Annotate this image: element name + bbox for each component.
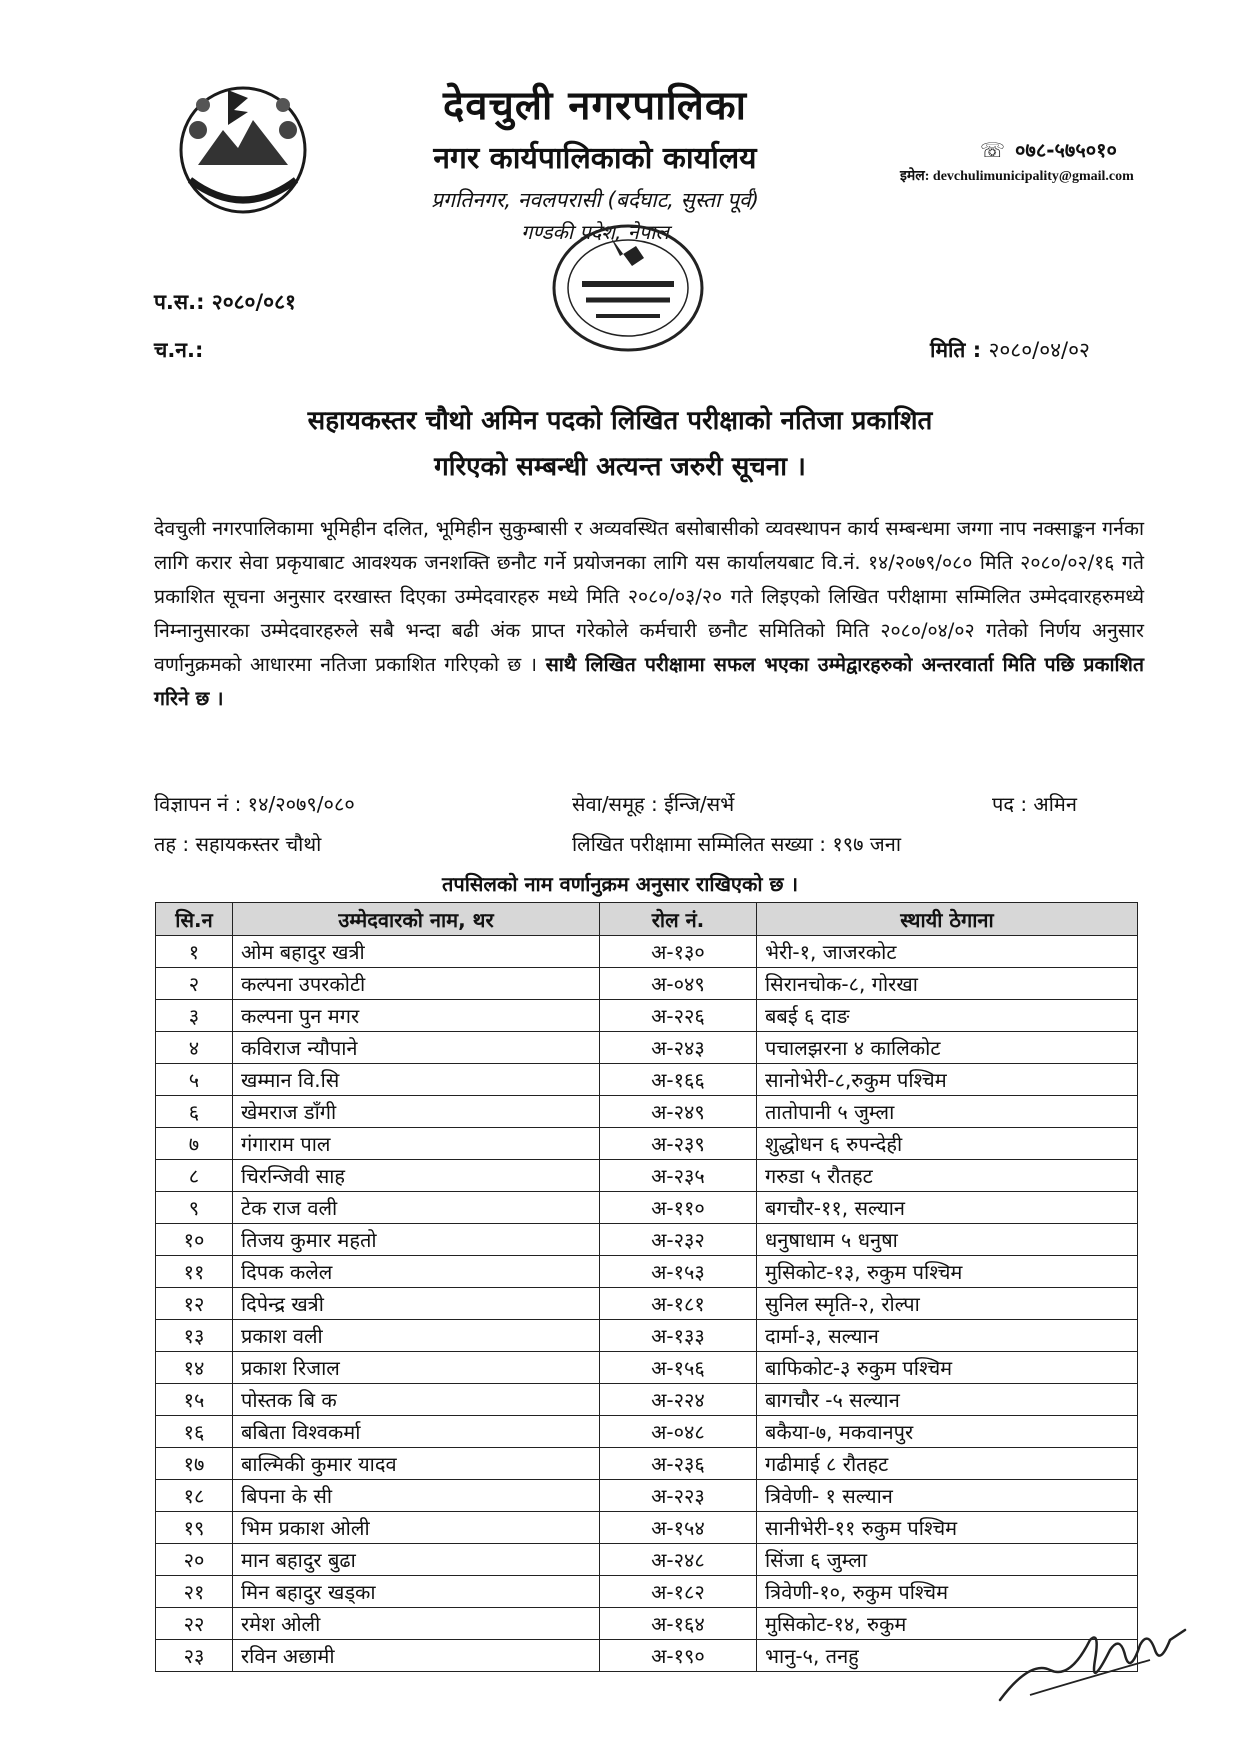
province-line: गण्डकी प्रदेश, नेपाल [521,220,669,244]
subject-line-1: सहायकस्तर चौथो अमिन पदको लिखित परीक्षाको नतिजा प्रकाशित [307,406,933,436]
row-candidate-name: प्रकाश वली [233,1320,600,1352]
row-address: त्रिवेणी- १ सल्यान [757,1480,1138,1512]
table-row [156,1224,1138,1256]
row-roll-number: अ-२२६ [600,1000,757,1032]
row-roll-number: अ-१६४ [600,1608,757,1640]
row-candidate-name: चिरन्जिवी साह [233,1160,600,1192]
row-address: मुसिकोट-१४, रुकुम [757,1608,1138,1640]
row-serial: १२ [156,1288,233,1320]
table-row [156,1544,1138,1576]
row-address: सानोभेरी-८,रुकुम पश्चिम [757,1064,1138,1096]
row-candidate-name: मान बहादुर बुढा [233,1544,600,1576]
header-address: स्थायी ठेगाना [757,903,1138,936]
row-candidate-name: पोस्तक बि क [233,1384,600,1416]
row-serial: ६ [156,1096,233,1128]
table-row [156,1064,1138,1096]
phone-line [980,136,1117,163]
row-serial: १ [156,936,233,968]
table-row [156,1416,1138,1448]
row-roll-number: अ-२२४ [600,1384,757,1416]
table-row [156,1480,1138,1512]
row-roll-number: अ-२४३ [600,1032,757,1064]
row-roll-number: अ-१६६ [600,1064,757,1096]
row-serial: १७ [156,1448,233,1480]
row-roll-number: अ-२४९ [600,1096,757,1128]
subject-line-2: गरिएको सम्बन्धी अत्यन्त जरुरी सूचना । [434,452,806,482]
table-row [156,1160,1138,1192]
service-group: सेवा/समूह : ईन्जि/सर्भे [572,792,735,816]
row-candidate-name: कविराज न्यौपाने [233,1032,600,1064]
row-serial: ५ [156,1064,233,1096]
table-row [156,1000,1138,1032]
table-row [156,1512,1138,1544]
row-serial: १९ [156,1512,233,1544]
table-row [156,1096,1138,1128]
table-header-row [156,903,1138,936]
dispatch-number: च.न.: [154,338,204,362]
row-address: भानु-५, तनहु [757,1640,1138,1672]
table-row [156,1192,1138,1224]
row-serial: ४ [156,1032,233,1064]
notice-body [154,512,1144,716]
header-roll: रोल नं. [600,903,757,936]
row-serial: १० [156,1224,233,1256]
row-serial: २१ [156,1576,233,1608]
row-candidate-name: दिपेन्द्र खत्री [233,1288,600,1320]
row-roll-number: अ-१३० [600,936,757,968]
row-address: तातोपानी ५ जुम्ला [757,1096,1138,1128]
row-candidate-name: प्रकाश रिजाल [233,1352,600,1384]
post-name: पद : अमिन [992,792,1077,816]
row-serial: १८ [156,1480,233,1512]
row-address: धनुषाधाम ५ धनुषा [757,1224,1138,1256]
row-address: सानीभेरी-११ रुकुम पश्चिम [757,1512,1138,1544]
participant-count: लिखित परीक्षामा सम्मिलित सख्या : १९७ जना [572,832,902,856]
table-row [156,1256,1138,1288]
row-roll-number: अ-१५३ [600,1256,757,1288]
email-address: devchulimunicipality@gmail.com [932,169,1134,184]
table-row [156,1352,1138,1384]
email-label: इमेल: [900,169,930,184]
nepal-emblem-icon [168,70,318,220]
row-candidate-name: टेक राज वली [233,1192,600,1224]
results-table [155,902,1138,1672]
row-candidate-name: मिन बहादुर खड्का [233,1576,600,1608]
row-candidate-name: गंगाराम पाल [233,1128,600,1160]
row-roll-number: अ-२३२ [600,1224,757,1256]
municipality-name: देवचुली नगरपालिका [442,83,747,129]
row-address: बगचौर-११, सल्यान [757,1192,1138,1224]
row-address: गढीमाई ८ रौतहट [757,1448,1138,1480]
ps-value: २०८०/०८१ [211,290,296,314]
header-name: उम्मेदवारको नाम, थर [233,903,600,936]
row-serial: २३ [156,1640,233,1672]
row-address: शुद्धोधन ६ रुपन्देही [757,1128,1138,1160]
row-candidate-name: बबिता विश्वकर्मा [233,1416,600,1448]
row-roll-number: अ-११० [600,1192,757,1224]
row-roll-number: अ-१८२ [600,1576,757,1608]
signature-icon [990,1600,1190,1710]
row-roll-number: अ-०४८ [600,1416,757,1448]
row-candidate-name: बिपना के सी [233,1480,600,1512]
reference-number [154,288,296,316]
row-serial: १५ [156,1384,233,1416]
row-serial: ८ [156,1160,233,1192]
row-serial: ९ [156,1192,233,1224]
row-roll-number: अ-१३३ [600,1320,757,1352]
office-address: प्रगतिनगर, नवलपरासी (बर्दघाट, सुस्ता पूर्व) [431,188,759,212]
notice-subject [150,398,1090,490]
row-roll-number: अ-०४९ [600,968,757,1000]
row-serial: ११ [156,1256,233,1288]
row-candidate-name: भिम प्रकाश ओली [233,1512,600,1544]
row-serial: ३ [156,1000,233,1032]
row-address: मुसिकोट-१३, रुकुम पश्चिम [757,1256,1138,1288]
row-candidate-name: ओम बहादुर खत्री [233,936,600,968]
row-address: त्रिवेणी-१०, रुकुम पश्चिम [757,1576,1138,1608]
table-row [156,1384,1138,1416]
row-candidate-name: रविन अछामी [233,1640,600,1672]
row-candidate-name: खम्मान वि.सि [233,1064,600,1096]
table-row [156,936,1138,968]
row-roll-number: अ-२३५ [600,1160,757,1192]
row-candidate-name: कल्पना पुन मगर [233,1000,600,1032]
phone-number: ०७८-५७५०१० [1015,138,1117,162]
row-address: पचालझरना ४ कालिकोट [757,1032,1138,1064]
row-serial: १३ [156,1320,233,1352]
row-candidate-name: बाल्मिकी कुमार यादव [233,1448,600,1480]
row-candidate-name: तिजय कुमार महतो [233,1224,600,1256]
level: तह : सहायकस्तर चौथो [154,832,322,856]
advertisement-number: विज्ञापन नं : १४/२०७९/०८० [154,792,355,816]
table-row [156,1128,1138,1160]
row-roll-number: अ-१८१ [600,1288,757,1320]
row-serial: १६ [156,1416,233,1448]
row-serial: २० [156,1544,233,1576]
office-stamp-icon [548,218,708,358]
date-label: मिति : [930,338,982,362]
row-serial: १४ [156,1352,233,1384]
row-roll-number: अ-१९० [600,1640,757,1672]
row-roll-number: अ-२३९ [600,1128,757,1160]
row-roll-number: अ-१५४ [600,1512,757,1544]
row-serial: २ [156,968,233,1000]
body-text: देवचुली नगरपालिकामा भूमिहीन दलित, भूमिहीन सुकुम्बासी र अव्यवस्थित बसोबासीको व्यवस्थापन कार्य सम्बन्धमा जग्गा नाप नक्साङ्कन गर्नका लागि करार सेवा प्रकृयाबाट आवश्यक जनशक्ति छनौट गर्ने प्रयोजनका लागि यस कार्यालयबाट वि.नं. १४/२०७९/०८० मिति २०८०/०२/१६ गते प्रकाशित सूचना अनुसार दरखास्त दिएका उम्मेदवारहरु मध्ये मिति २०८०/०३/२० गते लिइएको लिखित परीक्षामा सम्मिलित उम्मेदवारहरुमध्ये निम्नानुसारका उम्मेदवारहरुले सबै भन्दा बढी अंक प्राप्त गरेकोले कर्मचारी छनौट समितिको मिति २०८०/०४/०२ गतेको निर्णय अनुसार वर्णानुक्रमको आधारमा नतिजा प्रकाशित गरिएको छ । [154,517,1144,676]
row-address: दार्मा-३, सल्यान [757,1320,1138,1352]
row-candidate-name: दिपक कलेल [233,1256,600,1288]
row-address: भेरी-१, जाजरकोट [757,936,1138,968]
phone-icon: ☏ [980,138,1006,162]
row-address: सुनिल स्मृति-२, रोल्पा [757,1288,1138,1320]
row-candidate-name: रमेश ओली [233,1608,600,1640]
row-serial: ७ [156,1128,233,1160]
table-row [156,1288,1138,1320]
email-line [900,166,1134,185]
office-name: नगर कार्यपालिकाको कार्यालय [433,141,757,176]
table-row [156,968,1138,1000]
table-row [156,1032,1138,1064]
row-serial: २२ [156,1608,233,1640]
row-roll-number: अ-२४८ [600,1544,757,1576]
row-address: गरुडा ५ रौतहट [757,1160,1138,1192]
row-address: बाफिकोट-३ रुकुम पश्चिम [757,1352,1138,1384]
row-roll-number: अ-१५६ [600,1352,757,1384]
header-serial: सि.न [156,903,233,936]
row-address: बागचौर -५ सल्यान [757,1384,1138,1416]
row-candidate-name: खेमराज डाँगी [233,1096,600,1128]
row-address: सिंजा ६ जुम्ला [757,1544,1138,1576]
row-address: सिरानचोक-८, गोरखा [757,968,1138,1000]
body-bold-text: साथै लिखित परीक्षामा सफल भएका उम्मेद्वारहरुको अन्तरवार्ता मिति पछि प्रकाशित गरिने छ । [154,653,1144,710]
row-roll-number: अ-२२३ [600,1480,757,1512]
notice-date [930,336,1090,364]
ps-label: प.स.: [154,290,205,314]
table-row [156,1448,1138,1480]
row-address: बकैया-७, मकवानपुर [757,1416,1138,1448]
table-row [156,1320,1138,1352]
table-caption: तपसिलको नाम वर्णानुक्रम अनुसार राखिएको छ । [441,872,799,896]
date-value: २०८०/०४/०२ [988,338,1090,362]
row-candidate-name: कल्पना उपरकोटी [233,968,600,1000]
row-address: बबई ६ दाङ [757,1000,1138,1032]
row-roll-number: अ-२३६ [600,1448,757,1480]
